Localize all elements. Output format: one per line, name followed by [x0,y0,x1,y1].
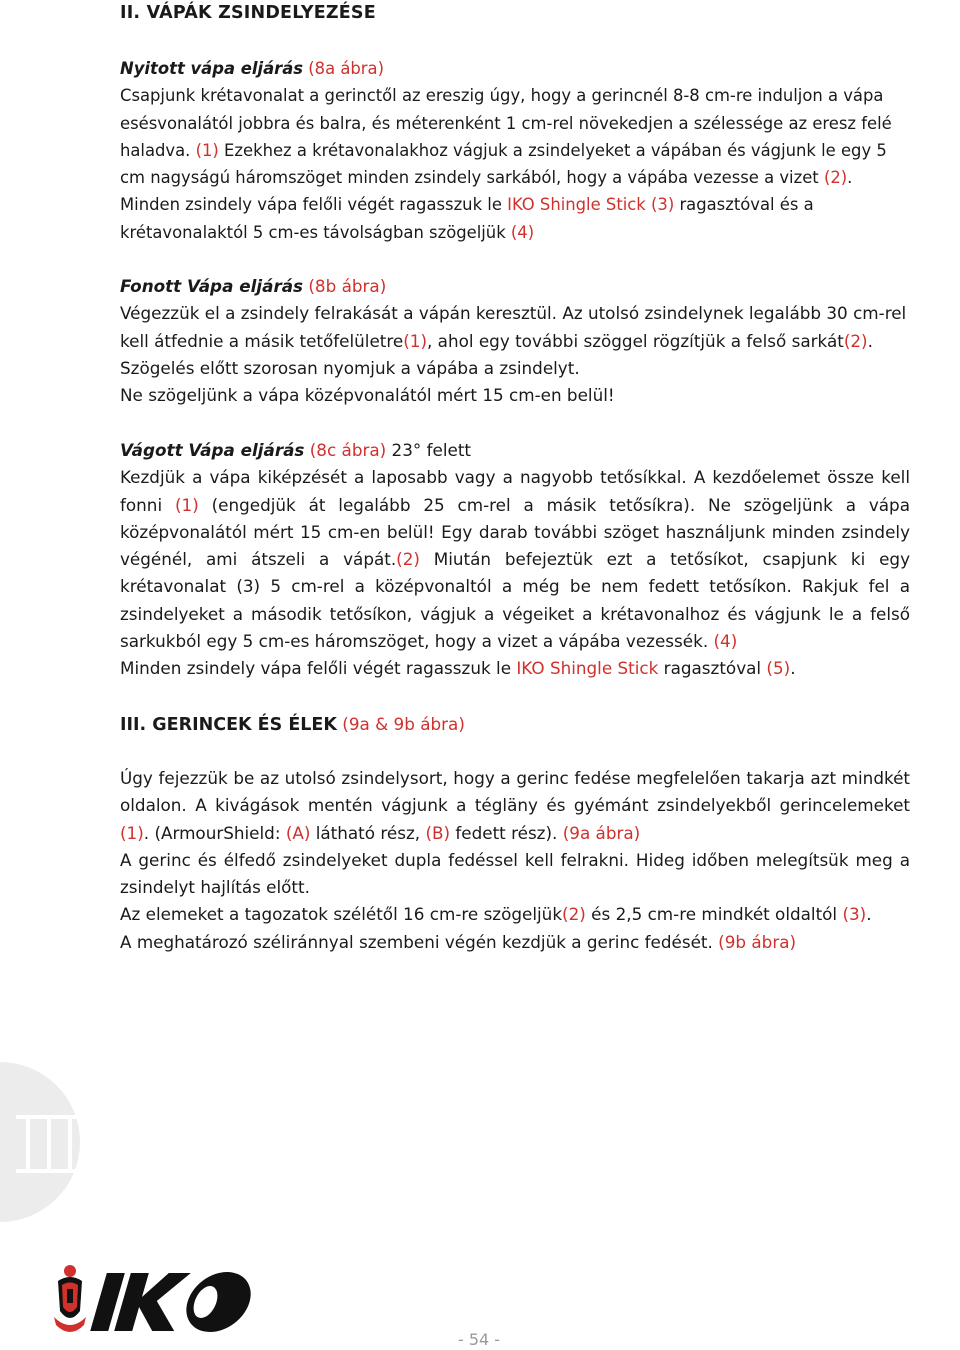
cut-valley-title-line: Vágott Vápa eljárás (8c ábra) 23° felett [120,440,472,460]
woven-valley-figure-ref: (8b ábra) [303,276,387,296]
roman-three-glyph-icon [16,1115,82,1173]
cut-valley-title: Vágott Vápa eljárás [120,440,305,460]
page-number: - 54 - [458,1330,501,1349]
woven-valley-block [120,273,910,409]
ridges-paragraph-1: Úgy fejezzük be az utolsó zsindelysort, hogy a gerinc fedése megfelelően takarja azt mindkét oldalon. A kivágások mentén vágjunk a tégläny és gyémánt zsindelyekből gerincelemeket (1). (ArmourShield: (A) látható rész, (B) fedett rész). (9a ábra) [120,768,910,843]
open-valley-paragraph: Csapjunk krétavonalat a gerinctől az ereszig úgy, hogy a gerincnél 8-8 cm-re induljon a vápa esésvonalától jobbra és balra, és méterenként 1 cm-rel növekedjen a szélessége az eresz felé haladva. (1) Ezekhez a krétavonalakhoz vágjuk a zsindelyeket a vápában és vágjunk le egy 5 cm nagyságú háromszöget minden zsindely sarkából, hogy a vápába vezesse a vizet (2). Minden zsindely vápa felőli végét ragasszuk le IKO Shingle Stick (3) ragasztóval és a krétavonalaktól 5 cm-es távolságban szögeljük (4) [120,86,892,242]
ridges-heading-line [120,711,910,739]
cut-valley-final-line: Minden zsindely vápa felőli végét ragasszuk le IKO Shingle Stick ragasztóval (5). [120,658,796,679]
section-heading-gerincek: III. GERINCEK ÉS ÉLEK [120,715,337,735]
woven-valley-warning: Ne szögeljünk a vápa középvonalától mért 15 cm-en belül! [120,385,615,406]
section-heading-vapak: II. VÁPÁK ZSINDELYEZÉSE [120,3,376,23]
cut-valley-figure-ref: (8c ábra) [304,440,387,460]
iko-shingle-stick-ref-2: IKO Shingle Stick [516,658,659,679]
open-valley-title-line [120,55,910,82]
ridges-figure-ref: (9a & 9b ábra) [336,714,465,734]
ridges-paragraph-4: A meghatározó széliránnyal szembeni végén kezdjük a gerinc fedését. (9b ábra) [120,931,797,952]
cut-valley-paragraph: Kezdjük a vápa kiképzését a laposabb vagy a nagyobb tetősíkkal. A kezdőelemet össze kell fonni (1) (engedjük át legalább 25 cm-rel a másik tetősíkra). Ne szögeljünk a vápa középvonalától mért 15 cm-en belül! Egy darab további szöget használjunk minden zsindely végénél, ami átszeli a vápát.(2) Miután befejeztük ezt a tetősíkot, csapjunk ki egy krétavonalat (3) 5 cm-rel a középvonaltól a még be nem fedett tetősíkon. Rakjuk fel a zsindelyeket a második tetősíkon, vágjuk a végeiket a krétavonalhoz és vágjunk le a felső sarkukból egy 5 cm-es háromszöget, hogy a vizet a vápába vezessék. (4) [120,467,911,652]
ridges-paragraph-2: A gerinc és élfedő zsindelyeket dupla fedéssel kell felrakni. Hideg időben melegítsük meg a zsindelyt hajlítás előtt. [120,849,910,898]
open-valley-title: Nyitott vápa eljárás [120,59,304,78]
open-valley-block [120,55,910,246]
iko-logo [50,1255,290,1345]
woven-valley-paragraph: Végezzük el a zsindely felrakását a vápán keresztül. Az utolsó zsindelynek legalább 30 cm-rel kell átfednie a másik tetőfelületre(1), ahol egy további szöggel rögzítjük a felső sarkát(2). Szögelés előtt szorosan nyomjuk a vápába a zsindelyt. [120,303,907,378]
woven-valley-title: Fonott Vápa eljárás [120,276,304,296]
ridges-paragraph-3: Az elemeket a tagozatok szélétől 16 cm-re szögeljük(2) és 2,5 cm-re mindkét oldaltól (3). [120,904,872,925]
cut-valley-block [120,437,910,683]
knight-shield-icon [54,1265,86,1332]
iko-shingle-stick-ref: IKO Shingle Stick (3) [507,195,675,215]
woven-valley-title-line [120,273,910,300]
ridges-block [120,765,910,956]
open-valley-figure-ref: (8a ábra) [303,59,384,78]
